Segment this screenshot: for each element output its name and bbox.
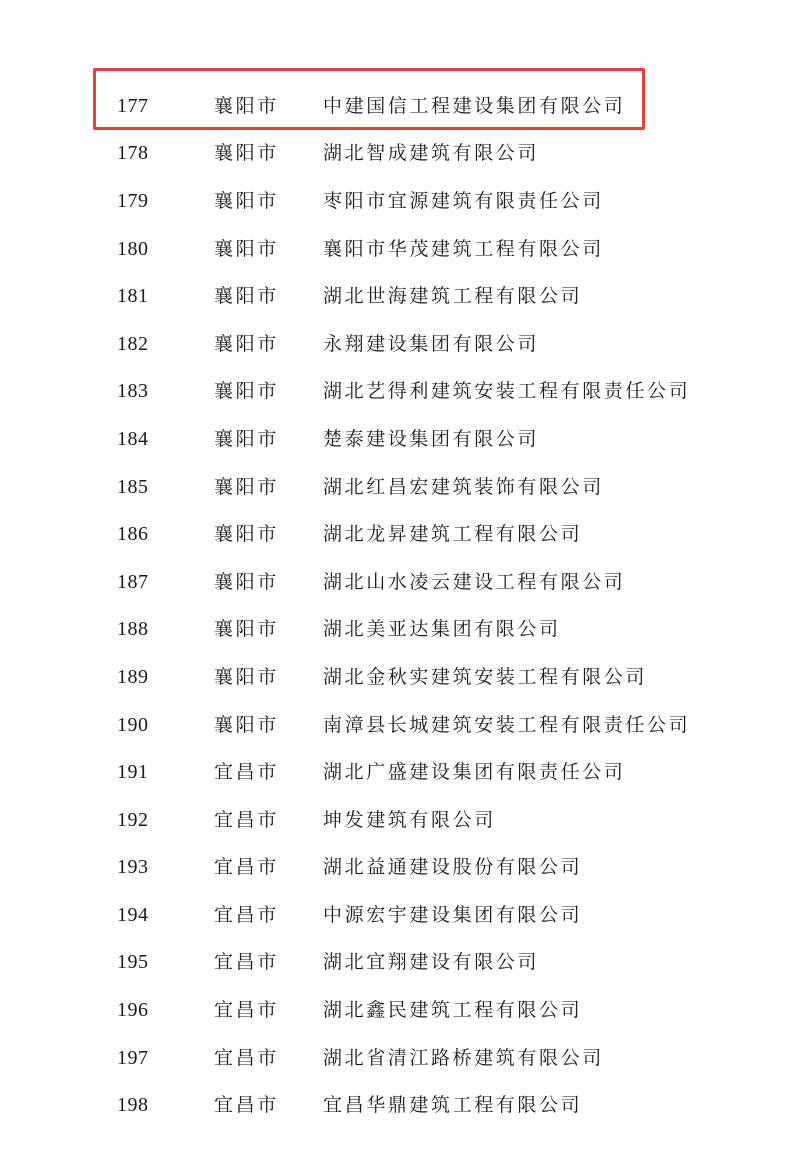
row-city: 襄阳市: [214, 713, 279, 736]
row-number: 196: [117, 999, 149, 1022]
table-row: [0, 368, 807, 416]
table-row: [0, 701, 807, 749]
row-number: 194: [117, 903, 149, 926]
row-number: 185: [117, 475, 149, 498]
row-city: 襄阳市: [214, 237, 279, 260]
table-row: [0, 844, 807, 892]
row-number: 195: [117, 951, 149, 974]
row-company: 湖北宜翔建设有限公司: [323, 951, 540, 974]
row-number: 197: [117, 1046, 149, 1069]
row-company: 湖北金秋实建筑安装工程有限公司: [323, 665, 648, 688]
row-number: 191: [117, 761, 149, 784]
table-row: [0, 796, 807, 844]
row-city: 襄阳市: [214, 570, 279, 593]
row-city: 襄阳市: [214, 285, 279, 308]
row-company: 湖北世海建筑工程有限公司: [323, 285, 583, 308]
row-city: 宜昌市: [214, 1046, 279, 1069]
row-city: 宜昌市: [214, 1094, 279, 1117]
row-city: 襄阳市: [214, 94, 279, 117]
row-city: 襄阳市: [214, 142, 279, 165]
table-row: [0, 748, 807, 796]
table-row: [0, 891, 807, 939]
row-company: 宜昌华鼎建筑工程有限公司: [323, 1094, 583, 1117]
row-city: 襄阳市: [214, 618, 279, 641]
row-city: 襄阳市: [214, 475, 279, 498]
row-city: 襄阳市: [214, 189, 279, 212]
row-city: 襄阳市: [214, 665, 279, 688]
row-city: 襄阳市: [214, 332, 279, 355]
row-company: 湖北智成建筑有限公司: [323, 142, 540, 165]
row-city: 宜昌市: [214, 903, 279, 926]
table-row: [0, 558, 807, 606]
row-number: 189: [117, 665, 149, 688]
table-row: [0, 272, 807, 320]
row-company: 中建国信工程建设集团有限公司: [323, 94, 626, 117]
row-company: 枣阳市宜源建筑有限责任公司: [323, 189, 604, 212]
table-row: [0, 986, 807, 1034]
row-number: 184: [117, 427, 149, 450]
row-number: 187: [117, 570, 149, 593]
table-row: [0, 606, 807, 654]
row-company: 永翔建设集团有限公司: [323, 332, 540, 355]
row-company: 湖北龙昇建筑工程有限公司: [323, 523, 583, 546]
row-company: 湖北省清江路桥建筑有限公司: [323, 1046, 604, 1069]
row-company: 楚泰建设集团有限公司: [323, 427, 540, 450]
row-company: 中源宏宇建设集团有限公司: [323, 903, 583, 926]
table-row: [0, 130, 807, 178]
row-city: 宜昌市: [214, 951, 279, 974]
row-number: 186: [117, 523, 149, 546]
table-row: [0, 510, 807, 558]
table-row: [0, 177, 807, 225]
row-number: 179: [117, 189, 149, 212]
row-company: 湖北鑫民建筑工程有限公司: [323, 999, 583, 1022]
row-number: 183: [117, 380, 149, 403]
row-number: 182: [117, 332, 149, 355]
row-city: 宜昌市: [214, 856, 279, 879]
company-list: [0, 82, 807, 1129]
row-company: 湖北山水凌云建设工程有限公司: [323, 570, 626, 593]
row-company: 湖北广盛建设集团有限责任公司: [323, 761, 626, 784]
row-number: 178: [117, 142, 149, 165]
row-number: 193: [117, 856, 149, 879]
row-company: 湖北红昌宏建筑装饰有限公司: [323, 475, 604, 498]
table-row: [0, 939, 807, 987]
table-row: [0, 463, 807, 511]
row-city: 襄阳市: [214, 427, 279, 450]
row-number: 198: [117, 1094, 149, 1117]
table-row: [0, 653, 807, 701]
row-number: 188: [117, 618, 149, 641]
row-city: 宜昌市: [214, 761, 279, 784]
table-row: [0, 225, 807, 273]
table-row: [0, 320, 807, 368]
row-city: 襄阳市: [214, 523, 279, 546]
row-number: 181: [117, 285, 149, 308]
row-city: 襄阳市: [214, 380, 279, 403]
table-row: [0, 1081, 807, 1129]
row-number: 192: [117, 808, 149, 831]
row-company: 襄阳市华茂建筑工程有限公司: [323, 237, 604, 260]
row-company: 湖北益通建设股份有限公司: [323, 856, 583, 879]
row-city: 宜昌市: [214, 999, 279, 1022]
table-row: [0, 415, 807, 463]
row-company: 湖北美亚达集团有限公司: [323, 618, 561, 641]
table-row: [0, 82, 807, 130]
row-city: 宜昌市: [214, 808, 279, 831]
row-number: 180: [117, 237, 149, 260]
row-number: 177: [117, 94, 149, 117]
row-company: 坤发建筑有限公司: [323, 808, 496, 831]
row-company: 南漳县长城建筑安装工程有限责任公司: [323, 713, 691, 736]
row-company: 湖北艺得利建筑安装工程有限责任公司: [323, 380, 691, 403]
row-number: 190: [117, 713, 149, 736]
table-row: [0, 1034, 807, 1082]
